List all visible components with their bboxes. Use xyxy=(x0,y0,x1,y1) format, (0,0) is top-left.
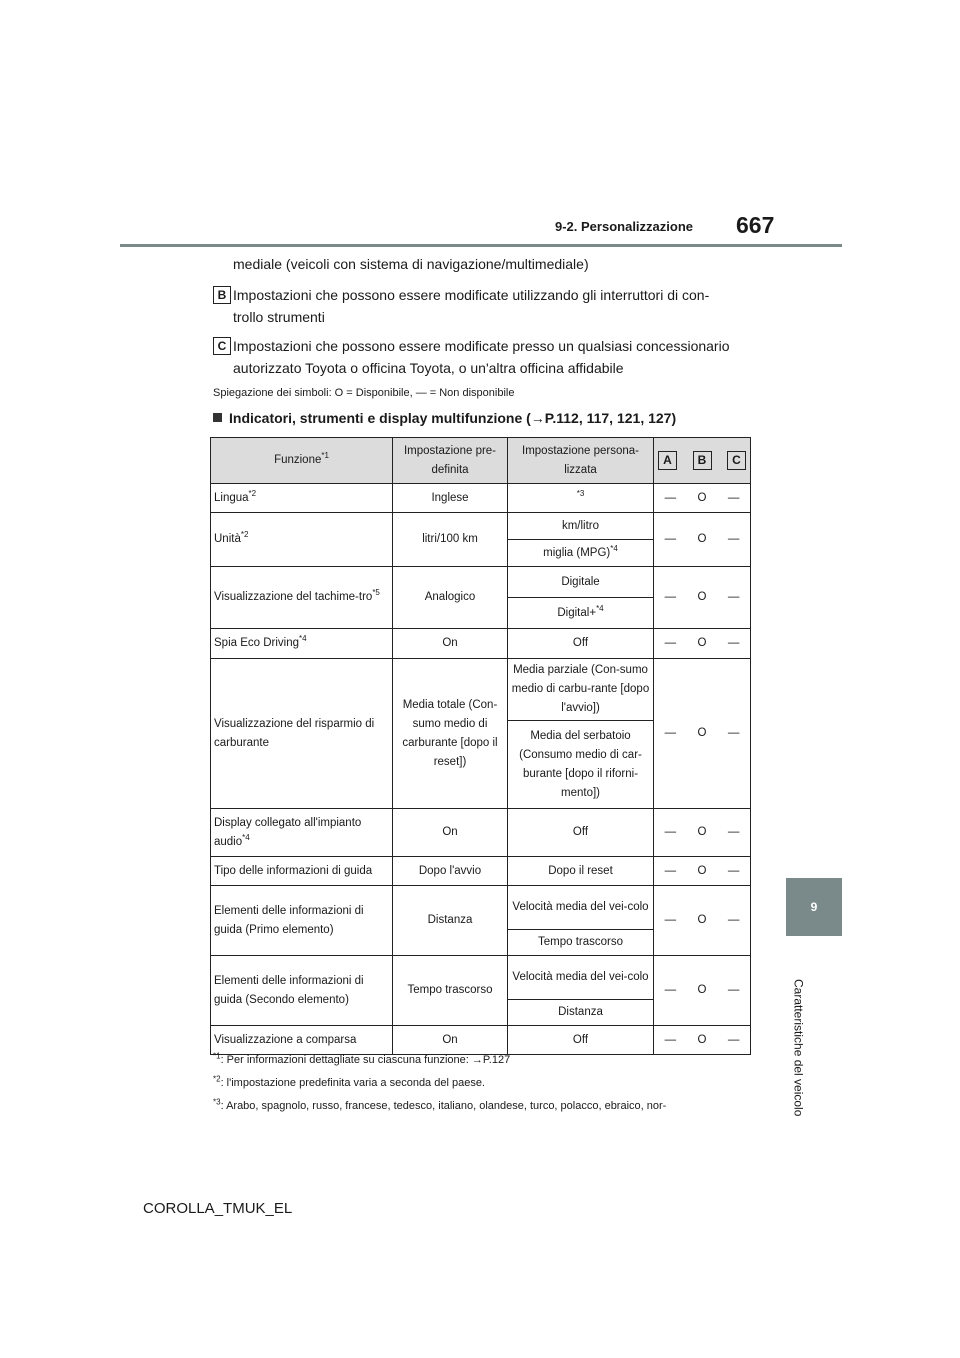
letter-box-c: C xyxy=(213,337,231,355)
letter-box-c-header: C xyxy=(727,451,746,470)
availability-c: — xyxy=(727,637,740,649)
availability-c: — xyxy=(727,591,740,603)
cell-default: Inglese xyxy=(393,484,508,513)
availability-c: — xyxy=(727,1033,740,1046)
page-number: 667 xyxy=(736,212,775,238)
availability-c: — xyxy=(727,727,740,739)
cell-custom: Off xyxy=(508,629,654,659)
cell-default: Dopo l'avvio xyxy=(393,857,508,886)
cell-function: Tipo delle informazioni di guida xyxy=(211,857,393,886)
cell-availability xyxy=(654,513,751,567)
availability-c: — xyxy=(727,826,740,838)
availability-a: — xyxy=(664,984,677,996)
cell-default: litri/100 km xyxy=(393,513,508,567)
table-row xyxy=(211,567,751,598)
availability-b: O xyxy=(697,864,707,877)
availability-c: — xyxy=(727,914,740,926)
table-row xyxy=(211,659,751,721)
cell-function: Elementi delle informazioni di guida (Secondo elemento) xyxy=(211,956,393,1026)
availability-c: — xyxy=(727,491,740,504)
table-row xyxy=(211,956,751,1000)
settings-table xyxy=(210,437,751,1055)
header-rule xyxy=(120,244,842,247)
cell-default: Analogico xyxy=(393,567,508,629)
cell-availability xyxy=(654,857,751,886)
symbols-note: Spiegazione dei simboli: O = Disponibile, — = Non disponibile xyxy=(213,387,515,399)
header-abc xyxy=(654,438,751,484)
availability-b: O xyxy=(697,637,707,649)
cell-default: On xyxy=(393,629,508,659)
item-c-text-2: autorizzato Toyota o officina Toyota, o un'altra officina affidabile xyxy=(233,360,624,376)
cell-function: Visualizzazione a comparsa xyxy=(211,1026,393,1055)
availability-b: O xyxy=(697,1033,707,1046)
cell-custom: Digitale xyxy=(508,567,654,598)
cell-custom: Velocità media del vei-colo xyxy=(508,886,654,930)
cell-availability xyxy=(654,886,751,956)
cell-custom: Off xyxy=(508,1026,654,1055)
cell-default: Media totale (Con-sumo medio di carburante [dopo il reset]) xyxy=(393,659,508,809)
cell-custom: *3 xyxy=(508,484,654,513)
cell-default: On xyxy=(393,809,508,857)
availability-b: O xyxy=(697,591,707,603)
cell-function: Visualizzazione del tachime-tro$^{*5}$ xyxy=(211,567,393,629)
chapter-title-text: Caratteristiche del veicolo xyxy=(791,979,806,1117)
table-row xyxy=(211,857,751,886)
cell-custom: Distanza xyxy=(508,1000,654,1026)
cell-availability xyxy=(654,659,751,809)
letter-box-b: B xyxy=(213,286,231,304)
section-label: 9-2. Personalizzazione xyxy=(555,219,693,234)
availability-a: — xyxy=(664,864,677,877)
chapter-tab: 9 xyxy=(786,878,842,936)
availability-a: — xyxy=(664,914,677,926)
table-row xyxy=(211,513,751,540)
availability-a: — xyxy=(664,491,677,504)
item-c-text-1: Impostazioni che possono essere modificate presso un qualsiasi concessionario xyxy=(233,338,730,354)
table-header-row xyxy=(211,438,751,484)
availability-b: O xyxy=(697,727,707,739)
cell-function: Visualizzazione del risparmio di carburante xyxy=(211,659,393,809)
table-body xyxy=(211,484,751,1055)
availability-a: — xyxy=(664,826,677,838)
table-row xyxy=(211,484,751,513)
availability-b: O xyxy=(697,826,707,838)
footnote-1: $^{*1}$: Per informazioni dettagliate su ciascuna funzione: →P.127 xyxy=(213,1051,511,1066)
cell-custom: Off xyxy=(508,809,654,857)
availability-a: — xyxy=(664,1033,677,1046)
letter-box-b-header: B xyxy=(693,451,712,470)
table-row xyxy=(211,886,751,930)
cell-custom: Media parziale (Con-sumo medio di carbu-rante [dopo l'avvio]) xyxy=(508,659,654,721)
cell-availability xyxy=(654,956,751,1026)
sub-heading xyxy=(213,410,676,426)
footnote-3: $^{*3}$: Arabo, spagnolo, russo, francese, tedesco, italiano, olandese, turco, polacco, ebraico, nor- xyxy=(213,1097,667,1112)
footnotes xyxy=(213,1049,773,1118)
cell-custom: Digital+$^{*4}$ xyxy=(508,598,654,629)
chapter-title xyxy=(786,938,811,1158)
cell-function: Unità$^{*2}$ xyxy=(211,513,393,567)
footer-label: COROLLA_TMUK_EL xyxy=(143,1200,293,1217)
item-b-text-2: trollo strumenti xyxy=(233,309,325,325)
sub-heading-text: Indicatori, strumenti e display multifunzione (→P.112, 117, 121, 127) xyxy=(229,410,677,426)
header-custom: Impostazione persona-lizzata xyxy=(508,438,654,484)
square-bullet-icon xyxy=(213,413,222,422)
cell-custom: km/litro xyxy=(508,513,654,540)
availability-b: O xyxy=(697,491,707,504)
availability-a: — xyxy=(664,533,677,545)
cell-custom: Velocità media del vei-colo xyxy=(508,956,654,1000)
table-row xyxy=(211,629,751,659)
header-default: Impostazione pre-definita xyxy=(393,438,508,484)
availability-b: O xyxy=(697,533,707,545)
header-function: Funzione$^{*1}$ xyxy=(211,438,393,484)
availability-a: — xyxy=(664,637,677,649)
cell-function: Lingua$^{*2}$ xyxy=(211,484,393,513)
item-b-text-1: Impostazioni che possono essere modificate utilizzando gli interruttori di con- xyxy=(233,287,710,303)
footnote-2: $^{*2}$: l'impostazione predefinita varia a seconda del paese. xyxy=(213,1074,485,1089)
cell-default: Distanza xyxy=(393,886,508,956)
cell-custom: Media del serbatoio (Consumo medio di car-burante [dopo il riforni-mento]) xyxy=(508,721,654,809)
availability-b: O xyxy=(697,984,707,996)
availability-a: — xyxy=(664,727,677,739)
availability-b: O xyxy=(697,914,707,926)
letter-box-a: A xyxy=(658,451,677,470)
cell-custom: Tempo trascorso xyxy=(508,930,654,956)
table-row xyxy=(211,809,751,857)
cell-custom: miglia (MPG)$^{*4}$ xyxy=(508,540,654,567)
cell-availability xyxy=(654,484,751,513)
cell-custom: Dopo il reset xyxy=(508,857,654,886)
cell-default: On xyxy=(393,1026,508,1055)
cell-availability xyxy=(654,809,751,857)
cell-default: Tempo trascorso xyxy=(393,956,508,1026)
cell-function: Spia Eco Driving$^{*4}$ xyxy=(211,629,393,659)
availability-a: — xyxy=(664,591,677,603)
cell-availability xyxy=(654,567,751,629)
intro-line-a-cont: mediale (veicoli con sistema di navigazione/multimediale) xyxy=(233,256,589,272)
availability-c: — xyxy=(727,533,740,545)
cell-function: Elementi delle informazioni di guida (Primo elemento) xyxy=(211,886,393,956)
availability-c: — xyxy=(727,864,740,877)
cell-availability xyxy=(654,629,751,659)
availability-c: — xyxy=(727,984,740,996)
cell-function: Display collegato all'impianto audio$^{*4}$ xyxy=(211,809,393,857)
